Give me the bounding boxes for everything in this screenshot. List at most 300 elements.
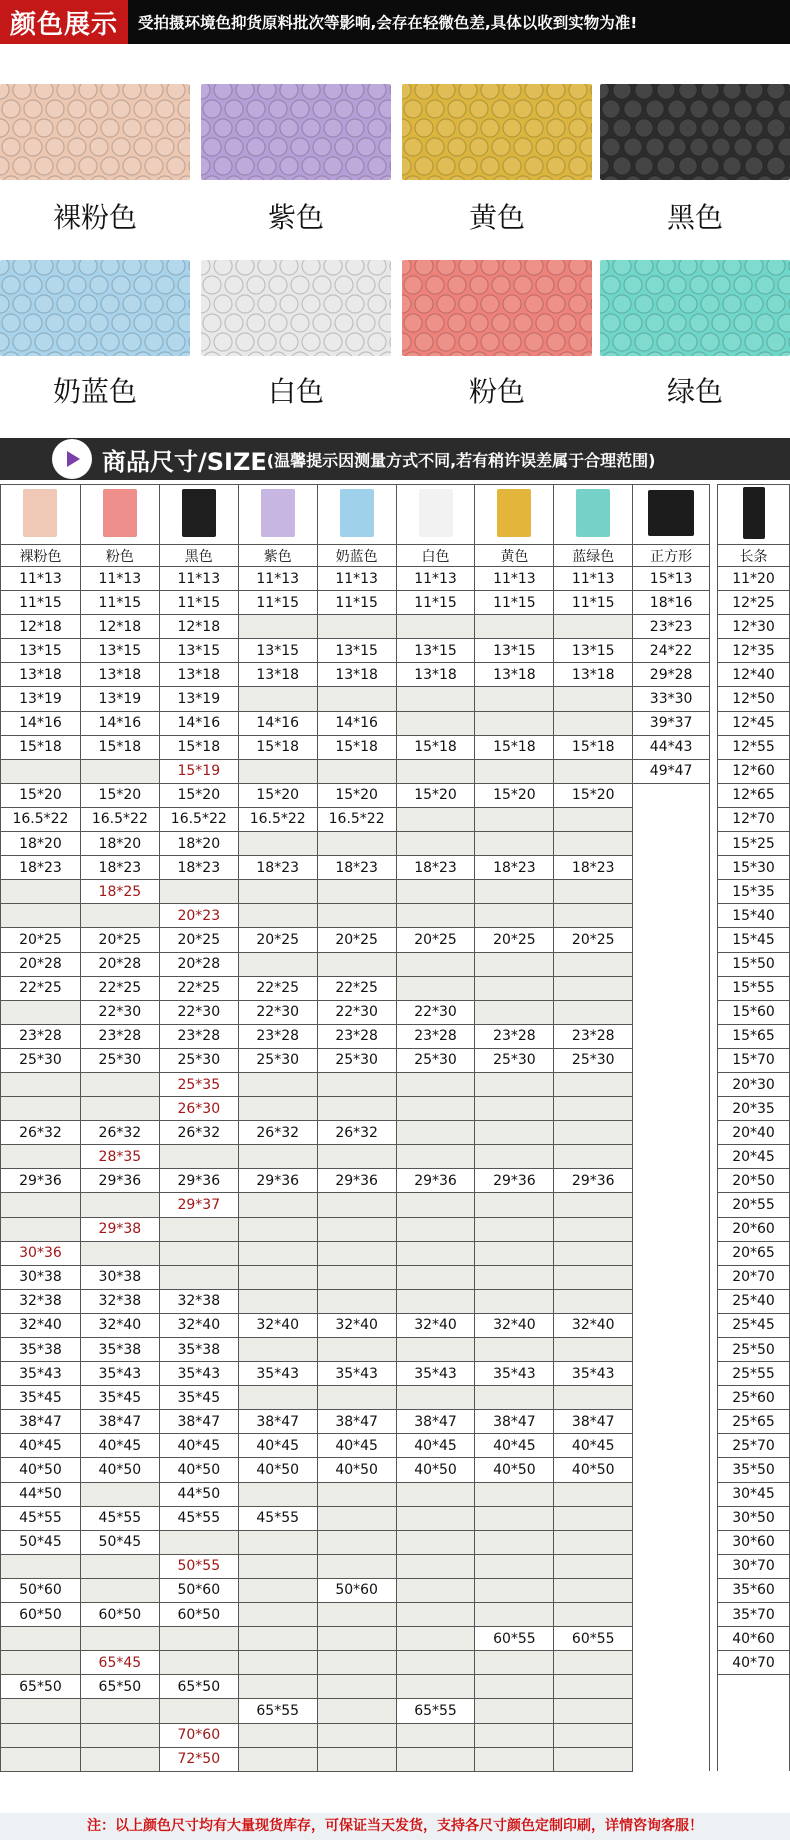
size-cell bbox=[475, 832, 554, 856]
size-cell bbox=[238, 1241, 317, 1265]
size-cell: 20*25 bbox=[1, 928, 81, 952]
size-cell: 20*25 bbox=[80, 928, 159, 952]
size-cell bbox=[396, 976, 475, 1000]
size-cell bbox=[554, 1675, 633, 1699]
size-cell bbox=[317, 832, 396, 856]
size-cell: 26*32 bbox=[159, 1121, 238, 1145]
size-cell bbox=[317, 1723, 396, 1747]
table-row bbox=[1, 1578, 790, 1602]
size-cell bbox=[396, 1338, 475, 1362]
size-cell bbox=[554, 832, 633, 856]
size-cell: 65*45 bbox=[80, 1651, 159, 1675]
size-cell bbox=[396, 687, 475, 711]
size-cell bbox=[554, 1578, 633, 1602]
table-row bbox=[1, 952, 790, 976]
column-header: 黑色 bbox=[159, 545, 238, 567]
table-row bbox=[1, 567, 790, 591]
size-cell bbox=[475, 1000, 554, 1024]
size-cell: 40*50 bbox=[396, 1458, 475, 1482]
size-cell: 11*13 bbox=[80, 567, 159, 591]
size-cell bbox=[317, 1217, 396, 1241]
size-cell bbox=[1, 1072, 81, 1096]
size-cell: 35*43 bbox=[554, 1362, 633, 1386]
size-cell bbox=[396, 759, 475, 783]
size-cell bbox=[159, 1145, 238, 1169]
size-cell: 15*25 bbox=[718, 832, 790, 856]
size-cell: 20*25 bbox=[396, 928, 475, 952]
size-cell: 30*50 bbox=[718, 1506, 790, 1530]
table-row bbox=[1, 1048, 790, 1072]
size-cell: 22*25 bbox=[80, 976, 159, 1000]
column-gap bbox=[710, 1265, 718, 1289]
size-cell bbox=[475, 1554, 554, 1578]
column-header: 正方形 bbox=[633, 545, 710, 567]
size-cell bbox=[317, 1265, 396, 1289]
size-cell bbox=[80, 1578, 159, 1602]
table-row bbox=[1, 1338, 790, 1362]
size-cell: 32*40 bbox=[396, 1313, 475, 1337]
size-cell: 29*36 bbox=[80, 1169, 159, 1193]
size-cell: 25*30 bbox=[238, 1048, 317, 1072]
color-swatch-label: 白色 bbox=[267, 375, 324, 408]
table-row bbox=[1, 1603, 790, 1627]
size-cell bbox=[317, 1386, 396, 1410]
size-cell bbox=[475, 1578, 554, 1602]
column-gap bbox=[710, 1362, 718, 1386]
size-cell bbox=[396, 1217, 475, 1241]
size-cell: 18*25 bbox=[80, 880, 159, 904]
size-cell: 32*40 bbox=[475, 1313, 554, 1337]
table-row bbox=[1, 1506, 790, 1530]
size-cell: 20*25 bbox=[159, 928, 238, 952]
size-cell: 18*23 bbox=[238, 856, 317, 880]
size-cell bbox=[475, 1747, 554, 1771]
size-cell: 13*19 bbox=[80, 687, 159, 711]
size-cell bbox=[475, 1265, 554, 1289]
size-cell: 15*18 bbox=[475, 735, 554, 759]
size-cell bbox=[80, 1554, 159, 1578]
color-swatch bbox=[0, 260, 190, 356]
size-cell: 30*38 bbox=[1, 1265, 81, 1289]
size-cell bbox=[1, 1145, 81, 1169]
size-cell bbox=[633, 1097, 710, 1121]
size-cell: 15*18 bbox=[80, 735, 159, 759]
size-cell: 40*50 bbox=[317, 1458, 396, 1482]
column-gap bbox=[710, 1410, 718, 1434]
size-cell bbox=[238, 1530, 317, 1554]
size-cell bbox=[475, 1121, 554, 1145]
size-cell bbox=[554, 1072, 633, 1096]
column-gap bbox=[710, 1145, 718, 1169]
size-cell bbox=[317, 1193, 396, 1217]
size-cell: 26*30 bbox=[159, 1097, 238, 1121]
column-gap bbox=[710, 928, 718, 952]
size-cell bbox=[1, 904, 81, 928]
column-gap bbox=[710, 1217, 718, 1241]
size-cell: 11*13 bbox=[238, 567, 317, 591]
color-swatch-label: 奶蓝色 bbox=[52, 375, 137, 408]
table-row bbox=[1, 1482, 790, 1506]
size-cell: 20*70 bbox=[718, 1265, 790, 1289]
size-cell: 65*50 bbox=[159, 1675, 238, 1699]
table-row bbox=[1, 1313, 790, 1337]
table-row bbox=[1, 1410, 790, 1434]
size-cell bbox=[633, 1338, 710, 1362]
size-cell: 13*15 bbox=[554, 639, 633, 663]
size-cell: 15*19 bbox=[159, 759, 238, 783]
size-cell bbox=[475, 1530, 554, 1554]
size-cell bbox=[317, 880, 396, 904]
size-cell: 11*15 bbox=[80, 591, 159, 615]
size-cell: 70*60 bbox=[159, 1723, 238, 1747]
size-cell: 38*47 bbox=[554, 1410, 633, 1434]
size-cell bbox=[1, 1097, 81, 1121]
size-cell bbox=[317, 687, 396, 711]
size-cell: 38*47 bbox=[475, 1410, 554, 1434]
column-gap bbox=[710, 567, 718, 591]
color-display-header bbox=[0, 0, 790, 44]
table-row bbox=[1, 1265, 790, 1289]
column-bag-image bbox=[633, 485, 710, 545]
size-cell: 13*18 bbox=[1, 663, 81, 687]
size-cell bbox=[396, 1289, 475, 1313]
size-cell bbox=[475, 759, 554, 783]
size-cell bbox=[238, 759, 317, 783]
column-gap bbox=[710, 1723, 718, 1747]
size-cell: 29*36 bbox=[159, 1169, 238, 1193]
size-cell: 15*60 bbox=[718, 1000, 790, 1024]
size-cell bbox=[1, 1217, 81, 1241]
column-gap bbox=[710, 1241, 718, 1265]
size-cell bbox=[80, 1241, 159, 1265]
size-cell bbox=[396, 1627, 475, 1651]
size-cell bbox=[1, 1627, 81, 1651]
size-cell bbox=[554, 1193, 633, 1217]
size-cell: 13*19 bbox=[1, 687, 81, 711]
size-cell bbox=[1, 1651, 81, 1675]
column-gap bbox=[710, 1554, 718, 1578]
size-cell bbox=[317, 759, 396, 783]
size-cell bbox=[475, 687, 554, 711]
size-cell: 25*30 bbox=[554, 1048, 633, 1072]
size-cell bbox=[159, 1217, 238, 1241]
size-cell: 20*28 bbox=[159, 952, 238, 976]
table-row bbox=[1, 687, 790, 711]
size-cell bbox=[238, 1386, 317, 1410]
size-cell bbox=[633, 1121, 710, 1145]
size-cell: 45*55 bbox=[80, 1506, 159, 1530]
size-cell: 14*16 bbox=[80, 711, 159, 735]
size-cell bbox=[80, 1097, 159, 1121]
column-gap bbox=[710, 663, 718, 687]
size-cell: 12*70 bbox=[718, 807, 790, 831]
size-cell bbox=[554, 1506, 633, 1530]
size-cell: 13*18 bbox=[475, 663, 554, 687]
size-cell bbox=[238, 880, 317, 904]
table-row bbox=[1, 1627, 790, 1651]
size-cell: 60*50 bbox=[1, 1603, 81, 1627]
size-cell bbox=[633, 1434, 710, 1458]
size-cell: 29*36 bbox=[1, 1169, 81, 1193]
size-cell: 12*30 bbox=[718, 615, 790, 639]
size-cell: 15*70 bbox=[718, 1048, 790, 1072]
size-cell: 40*50 bbox=[80, 1458, 159, 1482]
size-cell bbox=[396, 807, 475, 831]
color-swatch bbox=[201, 260, 391, 356]
size-cell: 18*23 bbox=[159, 856, 238, 880]
size-cell: 13*15 bbox=[159, 639, 238, 663]
size-cell bbox=[475, 1651, 554, 1675]
size-cell bbox=[396, 1675, 475, 1699]
column-header: 白色 bbox=[396, 545, 475, 567]
size-cell: 15*18 bbox=[159, 735, 238, 759]
size-cell: 11*13 bbox=[1, 567, 81, 591]
size-cell bbox=[475, 880, 554, 904]
size-cell bbox=[396, 1193, 475, 1217]
size-cell: 45*55 bbox=[1, 1506, 81, 1530]
size-cell bbox=[80, 1482, 159, 1506]
size-cell bbox=[159, 1530, 238, 1554]
size-cell bbox=[633, 832, 710, 856]
size-cell: 15*20 bbox=[238, 783, 317, 807]
size-cell: 35*45 bbox=[159, 1386, 238, 1410]
size-cell: 12*45 bbox=[718, 711, 790, 735]
size-cell bbox=[633, 1603, 710, 1627]
size-cell: 32*38 bbox=[159, 1289, 238, 1313]
size-cell: 29*36 bbox=[396, 1169, 475, 1193]
size-cell: 11*15 bbox=[396, 591, 475, 615]
size-cell: 11*15 bbox=[317, 591, 396, 615]
size-cell bbox=[475, 1675, 554, 1699]
size-cell: 35*70 bbox=[718, 1603, 790, 1627]
size-cell bbox=[238, 615, 317, 639]
size-cell: 65*55 bbox=[396, 1699, 475, 1723]
size-cell: 26*32 bbox=[80, 1121, 159, 1145]
size-cell: 12*40 bbox=[718, 663, 790, 687]
size-cell bbox=[317, 1482, 396, 1506]
column-gap bbox=[710, 1434, 718, 1458]
size-cell: 29*28 bbox=[633, 663, 710, 687]
size-cell: 35*38 bbox=[80, 1338, 159, 1362]
size-cell bbox=[633, 1578, 710, 1602]
size-cell: 15*45 bbox=[718, 928, 790, 952]
size-cell bbox=[238, 1482, 317, 1506]
size-cell: 15*20 bbox=[159, 783, 238, 807]
size-cell bbox=[475, 1097, 554, 1121]
size-cell bbox=[396, 1506, 475, 1530]
size-cell: 13*15 bbox=[396, 639, 475, 663]
size-cell bbox=[238, 1675, 317, 1699]
table-row bbox=[1, 1024, 790, 1048]
size-cell: 25*30 bbox=[475, 1048, 554, 1072]
column-gap bbox=[710, 1386, 718, 1410]
size-cell: 45*55 bbox=[159, 1506, 238, 1530]
size-cell: 40*45 bbox=[396, 1434, 475, 1458]
size-cell: 14*16 bbox=[238, 711, 317, 735]
size-cell: 20*23 bbox=[159, 904, 238, 928]
column-gap bbox=[710, 904, 718, 928]
size-cell: 15*13 bbox=[633, 567, 710, 591]
size-cell bbox=[633, 1241, 710, 1265]
size-cell bbox=[554, 880, 633, 904]
size-cell bbox=[554, 1530, 633, 1554]
size-cell bbox=[475, 1603, 554, 1627]
size-cell: 11*15 bbox=[159, 591, 238, 615]
size-cell: 15*65 bbox=[718, 1024, 790, 1048]
column-gap bbox=[710, 1627, 718, 1651]
size-cell bbox=[554, 1603, 633, 1627]
size-cell: 16.5*22 bbox=[80, 807, 159, 831]
size-cell bbox=[633, 1675, 710, 1699]
size-cell bbox=[80, 759, 159, 783]
size-cell: 25*55 bbox=[718, 1362, 790, 1386]
size-cell: 22*25 bbox=[1, 976, 81, 1000]
table-row bbox=[1, 735, 790, 759]
size-cell bbox=[718, 1675, 790, 1699]
size-cell bbox=[317, 1530, 396, 1554]
size-cell bbox=[317, 1145, 396, 1169]
column-gap bbox=[710, 1699, 718, 1723]
size-cell bbox=[238, 1627, 317, 1651]
size-cell: 20*55 bbox=[718, 1193, 790, 1217]
size-cell: 15*20 bbox=[396, 783, 475, 807]
size-cell bbox=[238, 1289, 317, 1313]
size-cell: 35*45 bbox=[1, 1386, 81, 1410]
column-gap bbox=[710, 1747, 718, 1771]
size-cell: 13*15 bbox=[238, 639, 317, 663]
size-cell: 45*55 bbox=[238, 1506, 317, 1530]
size-cell: 20*50 bbox=[718, 1169, 790, 1193]
table-row bbox=[1, 880, 790, 904]
column-gap bbox=[710, 1097, 718, 1121]
size-cell bbox=[317, 1338, 396, 1362]
size-cell: 50*55 bbox=[159, 1554, 238, 1578]
size-cell bbox=[554, 1145, 633, 1169]
column-gap bbox=[710, 832, 718, 856]
size-cell bbox=[317, 904, 396, 928]
size-cell bbox=[396, 1121, 475, 1145]
size-cell: 16.5*22 bbox=[1, 807, 81, 831]
size-cell bbox=[317, 1651, 396, 1675]
size-cell: 44*50 bbox=[1, 1482, 81, 1506]
table-row bbox=[1, 591, 790, 615]
size-cell: 35*43 bbox=[317, 1362, 396, 1386]
size-cell: 13*18 bbox=[238, 663, 317, 687]
size-cell: 14*16 bbox=[1, 711, 81, 735]
size-cell bbox=[633, 1265, 710, 1289]
size-cell: 50*45 bbox=[80, 1530, 159, 1554]
size-cell bbox=[317, 1675, 396, 1699]
size-cell: 25*70 bbox=[718, 1434, 790, 1458]
size-cell: 11*20 bbox=[718, 567, 790, 591]
footer-note: 注：以上颜色尺寸均有大量现货库存，可保证当天发货，支持各尺寸颜色定制印刷，详情咨询客服！ bbox=[0, 1813, 790, 1840]
table-row bbox=[1, 976, 790, 1000]
column-gap bbox=[710, 1193, 718, 1217]
size-cell: 11*15 bbox=[554, 591, 633, 615]
size-cell: 60*55 bbox=[475, 1627, 554, 1651]
size-cell bbox=[633, 1289, 710, 1313]
size-cell bbox=[80, 1699, 159, 1723]
size-cell: 23*28 bbox=[1, 1024, 81, 1048]
size-table bbox=[0, 484, 790, 1772]
size-cell bbox=[396, 1482, 475, 1506]
column-bag-image bbox=[718, 485, 790, 545]
size-cell: 32*40 bbox=[159, 1313, 238, 1337]
size-cell: 26*32 bbox=[317, 1121, 396, 1145]
size-cell bbox=[159, 1627, 238, 1651]
table-row bbox=[1, 1554, 790, 1578]
size-cell: 15*18 bbox=[317, 735, 396, 759]
size-cell bbox=[554, 1723, 633, 1747]
column-gap bbox=[710, 880, 718, 904]
table-row bbox=[1, 1097, 790, 1121]
table-row bbox=[1, 711, 790, 735]
size-cell bbox=[396, 1747, 475, 1771]
size-cell bbox=[396, 1603, 475, 1627]
size-cell: 24*22 bbox=[633, 639, 710, 663]
column-header: 长条 bbox=[718, 545, 790, 567]
column-gap bbox=[710, 759, 718, 783]
size-section-title: 商品尺寸/SIZE bbox=[102, 447, 267, 476]
column-gap bbox=[710, 1072, 718, 1096]
column-gap bbox=[710, 591, 718, 615]
size-cell: 35*43 bbox=[396, 1362, 475, 1386]
size-cell bbox=[633, 1193, 710, 1217]
column-gap bbox=[710, 1338, 718, 1362]
table-row bbox=[1, 1723, 790, 1747]
size-cell: 29*37 bbox=[159, 1193, 238, 1217]
size-cell: 25*30 bbox=[159, 1048, 238, 1072]
size-cell: 16.5*22 bbox=[317, 807, 396, 831]
size-cell: 20*60 bbox=[718, 1217, 790, 1241]
size-cell: 50*45 bbox=[1, 1530, 81, 1554]
size-cell: 40*45 bbox=[475, 1434, 554, 1458]
size-cell: 35*38 bbox=[1, 1338, 81, 1362]
size-cell bbox=[718, 1747, 790, 1771]
column-gap bbox=[710, 711, 718, 735]
size-cell bbox=[475, 1217, 554, 1241]
size-cell: 15*55 bbox=[718, 976, 790, 1000]
size-cell: 40*45 bbox=[80, 1434, 159, 1458]
size-cell bbox=[396, 615, 475, 639]
column-header: 黄色 bbox=[475, 545, 554, 567]
size-cell bbox=[396, 1072, 475, 1096]
table-row bbox=[1, 639, 790, 663]
size-cell: 35*43 bbox=[159, 1362, 238, 1386]
size-cell: 22*30 bbox=[238, 1000, 317, 1024]
size-cell: 18*20 bbox=[1, 832, 81, 856]
size-cell: 11*15 bbox=[1, 591, 81, 615]
size-cell: 32*40 bbox=[1, 1313, 81, 1337]
column-header: 裸粉色 bbox=[1, 545, 81, 567]
size-cell: 32*40 bbox=[317, 1313, 396, 1337]
size-cell bbox=[1, 1747, 81, 1771]
size-cell bbox=[238, 1603, 317, 1627]
size-cell bbox=[238, 1217, 317, 1241]
size-cell bbox=[80, 1193, 159, 1217]
size-cell bbox=[633, 856, 710, 880]
size-cell: 40*50 bbox=[238, 1458, 317, 1482]
size-cell bbox=[633, 783, 710, 807]
size-cell: 20*25 bbox=[238, 928, 317, 952]
size-cell: 38*47 bbox=[159, 1410, 238, 1434]
size-cell bbox=[159, 1265, 238, 1289]
size-cell: 22*25 bbox=[238, 976, 317, 1000]
size-cell: 40*50 bbox=[554, 1458, 633, 1482]
table-row bbox=[1, 856, 790, 880]
size-cell: 13*18 bbox=[159, 663, 238, 687]
size-cell bbox=[317, 1289, 396, 1313]
